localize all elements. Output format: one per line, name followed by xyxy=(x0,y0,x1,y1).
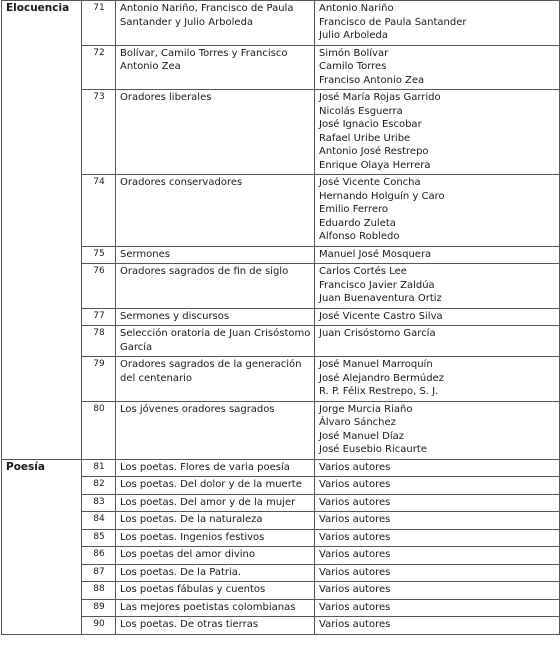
volume-number: 71 xyxy=(82,1,116,46)
volume-authors xyxy=(315,459,560,477)
volume-number: 86 xyxy=(82,547,116,565)
section-label: Elocuencia xyxy=(2,1,82,460)
catalog-row xyxy=(2,90,560,175)
author-name: José Ignacio Escobar xyxy=(319,119,422,130)
volume-title: Los poetas del amor divino xyxy=(116,547,315,565)
volume-title: Sermones xyxy=(116,246,315,264)
author-name: José Alejandro Bermúdez xyxy=(319,372,444,384)
volume-title: Bolívar, Camilo Torres y Francisco Antonio Zea xyxy=(116,45,315,90)
author-name: José Vicente Castro Silva xyxy=(319,310,443,322)
volume-authors xyxy=(315,617,560,635)
author-name: Antonio José Restrepo xyxy=(319,146,429,157)
volume-number: 78 xyxy=(82,326,116,357)
volume-number: 81 xyxy=(82,459,116,477)
author-name: Nicolás Esguerra xyxy=(319,105,403,117)
author-name: Emilio Ferrero xyxy=(319,204,389,215)
catalog-row xyxy=(2,564,560,582)
catalog-row xyxy=(2,1,560,46)
volume-number: 74 xyxy=(82,175,116,247)
volume-number: 88 xyxy=(82,582,116,600)
volume-number: 73 xyxy=(82,90,116,175)
author-name: Varios autores xyxy=(319,601,391,613)
author-name: Varios autores xyxy=(319,461,391,473)
volume-title: Sermones y discursos xyxy=(116,308,315,326)
volume-title: Los poetas. De la naturaleza xyxy=(116,512,315,530)
volume-title: Oradores liberales xyxy=(116,90,315,175)
author-name: José Manuel Marroquín xyxy=(319,359,433,370)
author-name: Jorge Murcia Riaño xyxy=(319,403,413,415)
author-name: Camilo Torres xyxy=(319,61,387,72)
volume-number: 83 xyxy=(82,494,116,512)
volume-number: 90 xyxy=(82,617,116,635)
author-name: Varios autores xyxy=(319,619,391,630)
volume-number: 80 xyxy=(82,401,116,459)
author-name: Varios autores xyxy=(319,549,391,560)
catalog-table xyxy=(1,0,560,635)
volume-authors xyxy=(315,326,560,357)
author-name: Francisco de Paula Santander xyxy=(319,16,467,28)
author-name: Álvaro Sánchez xyxy=(319,417,396,428)
catalog-row xyxy=(2,459,560,477)
volume-authors xyxy=(315,477,560,495)
author-name: Julio Arboleda xyxy=(319,30,388,41)
author-name: Eduardo Zuleta xyxy=(319,217,396,229)
catalog-row xyxy=(2,326,560,357)
author-name: José María Rojas Garrido xyxy=(319,92,441,103)
volume-authors xyxy=(315,308,560,326)
author-name: Varios autores xyxy=(319,584,391,595)
volume-number: 79 xyxy=(82,357,116,402)
author-name: Simón Bolívar xyxy=(319,47,389,59)
author-name: Varios autores xyxy=(319,479,391,490)
author-name: Franciso Antonio Zea xyxy=(319,74,425,86)
volume-number: 76 xyxy=(82,264,116,309)
volume-authors xyxy=(315,582,560,600)
volume-title: Los poetas. Del dolor y de la muerte xyxy=(116,477,315,495)
volume-title: Antonio Nariño, Francisco de Paula Santander y Julio Arboleda xyxy=(116,1,315,46)
author-name: Alfonso Robledo xyxy=(319,231,400,242)
author-name: José Vicente Concha xyxy=(319,177,421,188)
volume-number: 89 xyxy=(82,599,116,617)
volume-title: Los poetas. Ingenios festivos xyxy=(116,529,315,547)
catalog-row xyxy=(2,547,560,565)
volume-authors xyxy=(315,175,560,247)
volume-title: Los poetas fábulas y cuentos xyxy=(116,582,315,600)
volume-title: Las mejores poetistas colombianas xyxy=(116,599,315,617)
author-name: Varios autores xyxy=(319,566,391,578)
catalog-row xyxy=(2,477,560,495)
volume-number: 84 xyxy=(82,512,116,530)
catalog-row xyxy=(2,175,560,247)
volume-authors xyxy=(315,357,560,402)
author-name: Francisco Javier Zaldúa xyxy=(319,279,435,291)
volume-number: 77 xyxy=(82,308,116,326)
volume-authors xyxy=(315,401,560,459)
volume-authors xyxy=(315,246,560,264)
volume-number: 82 xyxy=(82,477,116,495)
author-name: Juan Crisóstomo García xyxy=(319,328,436,339)
volume-title: Oradores sagrados de la generación del centenario xyxy=(116,357,315,402)
author-name: Varios autores xyxy=(319,496,391,508)
catalog-row xyxy=(2,599,560,617)
volume-title: Los poetas. Del amor y de la mujer xyxy=(116,494,315,512)
volume-number: 85 xyxy=(82,529,116,547)
section-label: Poesía xyxy=(2,459,82,634)
catalog-row xyxy=(2,617,560,635)
volume-title: Oradores sagrados de fin de siglo xyxy=(116,264,315,309)
volume-title: Los jóvenes oradores sagrados xyxy=(116,401,315,459)
author-name: Carlos Cortés Lee xyxy=(319,266,407,277)
author-name: Juan Buenaventura Ortiz xyxy=(319,293,442,304)
volume-title: Los poetas. Flores de varia poesía xyxy=(116,459,315,477)
author-name: Antonio Nariño xyxy=(319,3,394,14)
catalog-row xyxy=(2,512,560,530)
author-name: Enrique Olaya Herrera xyxy=(319,159,431,171)
catalog-row xyxy=(2,264,560,309)
catalog-row xyxy=(2,45,560,90)
catalog-row xyxy=(2,582,560,600)
author-name: Rafael Uribe Uribe xyxy=(319,132,411,144)
author-name: R. P. Félix Restrepo, S. J. xyxy=(319,386,439,397)
volume-authors xyxy=(315,547,560,565)
catalog-row xyxy=(2,401,560,459)
volume-authors xyxy=(315,599,560,617)
volume-authors xyxy=(315,512,560,530)
catalog-row xyxy=(2,308,560,326)
volume-number: 72 xyxy=(82,45,116,90)
catalog-row xyxy=(2,357,560,402)
volume-authors xyxy=(315,45,560,90)
author-name: José Eusebio Ricaurte xyxy=(319,444,427,455)
volume-title: Selección oratoria de Juan Crisóstomo García xyxy=(116,326,315,357)
author-name: Manuel José Mosquera xyxy=(319,248,432,260)
volume-authors xyxy=(315,564,560,582)
volume-number: 75 xyxy=(82,246,116,264)
volume-authors xyxy=(315,90,560,175)
volume-authors xyxy=(315,529,560,547)
volume-title: Oradores conservadores xyxy=(116,175,315,247)
catalog-body xyxy=(2,1,560,635)
volume-title: Los poetas. De la Patria. xyxy=(116,564,315,582)
author-name: Varios autores xyxy=(319,514,391,525)
catalog-row xyxy=(2,494,560,512)
author-name: José Manuel Díaz xyxy=(319,430,405,442)
catalog-row xyxy=(2,246,560,264)
volume-authors xyxy=(315,1,560,46)
volume-title: Los poetas. De otras tierras xyxy=(116,617,315,635)
author-name: Varios autores xyxy=(319,531,391,543)
catalog-row xyxy=(2,529,560,547)
volume-number: 87 xyxy=(82,564,116,582)
volume-authors xyxy=(315,264,560,309)
volume-authors xyxy=(315,494,560,512)
author-name: Hernando Holguín y Caro xyxy=(319,190,445,202)
